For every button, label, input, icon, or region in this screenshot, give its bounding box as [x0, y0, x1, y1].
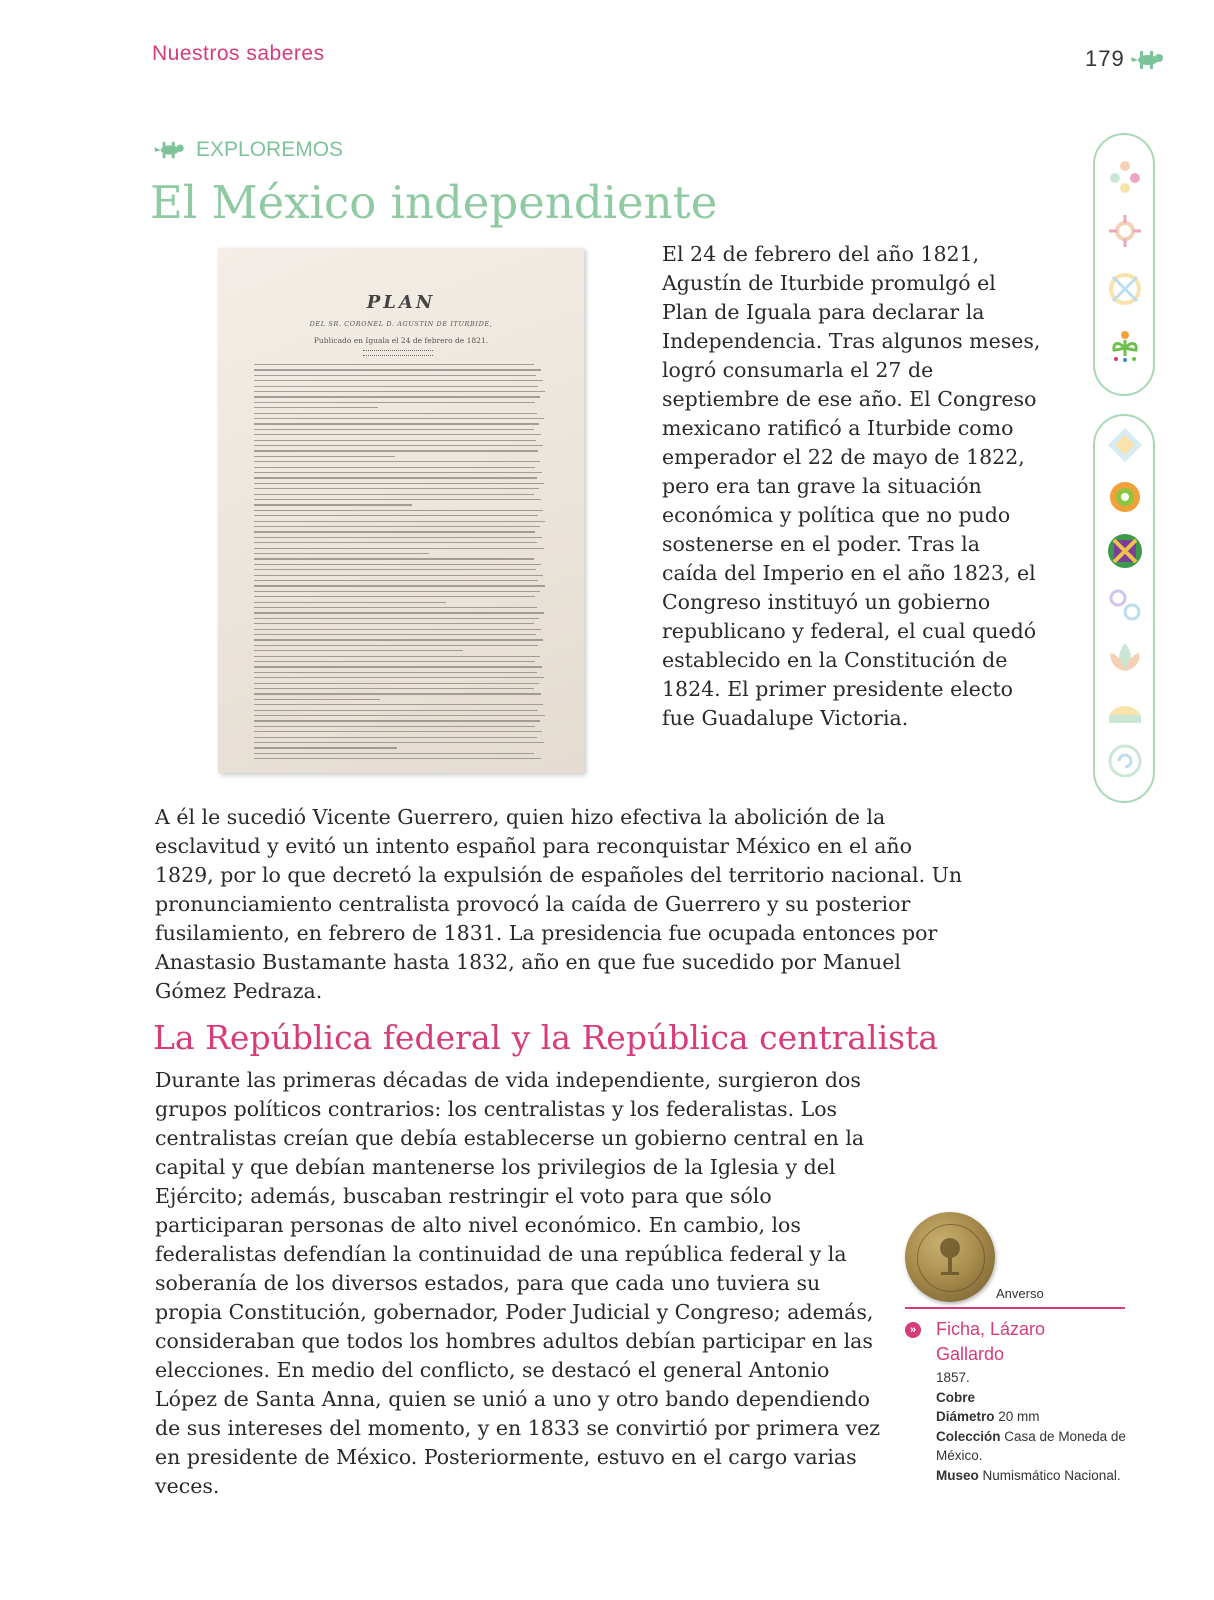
caption-collection-label: Colección — [936, 1428, 1001, 1444]
document-ornament — [363, 350, 433, 356]
document-text-line — [254, 386, 538, 387]
document-text-line — [254, 553, 429, 554]
lotus-icon[interactable] — [1104, 636, 1146, 678]
document-text-line — [254, 499, 541, 500]
document-text-line — [254, 526, 540, 527]
document-text-line — [254, 731, 542, 732]
running-header: Nuestros saberes — [152, 42, 325, 65]
document-text-line — [254, 531, 535, 532]
swirl-circle-icon[interactable] — [1104, 740, 1146, 782]
caption-year: 1857. — [936, 1370, 970, 1385]
document-text-line — [254, 575, 543, 576]
document-text-line — [254, 483, 544, 484]
document-text-line — [254, 704, 543, 705]
document-text-line — [254, 504, 412, 505]
document-text-line — [254, 375, 536, 376]
document-text-line — [254, 456, 395, 457]
document-text-line — [254, 445, 543, 446]
document-image-title: PLAN — [366, 292, 436, 313]
crossed-square-icon[interactable] — [1104, 530, 1146, 572]
document-text-line — [254, 753, 534, 754]
document-text-line — [254, 720, 540, 721]
document-text-line — [254, 440, 536, 441]
caption-title: Ficha, Lázaro Gallardo — [936, 1319, 1046, 1364]
caption-museum-label: Museo — [936, 1467, 979, 1483]
document-text-line — [254, 396, 540, 397]
document-text-line — [254, 661, 535, 662]
document-text-line — [254, 569, 536, 570]
document-text-line — [254, 639, 543, 640]
section-label — [152, 138, 343, 162]
sprout-person-icon[interactable] — [1104, 325, 1146, 367]
document-text-line — [254, 461, 540, 462]
link-figure-icon[interactable] — [1104, 584, 1146, 626]
document-text-line — [254, 402, 535, 403]
document-text-line — [254, 612, 544, 613]
body-paragraph: A él le sucedió Vicente Guerrero, quien hizo efectiva la abolición de la esclavitud y evitó un intento español para reconquistar México en el año 1829, por lo que decretó la expulsión de españoles del territorio nacional. Un pronunciamiento centralista provocó la caída de Guerrero y su posterior fusilamiento, en febrero de 1831. La presidencia fue ocupada entonces por Anastasio Bustamante hasta 1832, año en que fue sucedido por Manuel Gómez Pedraza. — [155, 805, 963, 1003]
document-text-line — [254, 580, 538, 581]
caption-details — [936, 1368, 1136, 1485]
document-text-line — [254, 607, 537, 608]
document-text-line — [254, 596, 535, 597]
document-text-line — [254, 629, 541, 630]
document-text-line — [254, 699, 380, 700]
document-text-line — [254, 677, 544, 678]
document-text-line — [254, 645, 538, 646]
document-text-line — [254, 434, 541, 435]
lizard-glyph-icon — [1130, 48, 1166, 72]
document-text-line — [254, 602, 446, 603]
document-image-line: Publicado en Iguala el 24 de febrero de 1821. — [313, 336, 489, 345]
coin-image — [905, 1212, 995, 1302]
document-text-line — [254, 369, 541, 370]
document-text-line — [254, 585, 545, 586]
document-text-line — [254, 515, 538, 516]
document-text-line — [254, 693, 541, 694]
landscape-icon[interactable] — [1104, 688, 1146, 730]
document-text-line — [254, 656, 540, 657]
document-text-line — [254, 634, 536, 635]
document-text-line — [254, 747, 397, 748]
document-text-line — [254, 413, 537, 414]
document-text-line — [254, 591, 540, 592]
document-text-line — [254, 726, 535, 727]
document-text-line — [254, 450, 538, 451]
document-text-line — [254, 542, 537, 543]
document-text-line — [254, 672, 537, 673]
document-text-line — [254, 477, 537, 478]
lizard-glyph-icon — [152, 139, 188, 161]
page-title: El México independiente — [150, 176, 718, 229]
document-text-line — [254, 494, 534, 495]
document-text-line — [254, 710, 538, 711]
document-text-line — [254, 742, 544, 743]
document-text-line — [254, 407, 378, 408]
document-text-line — [254, 391, 545, 392]
document-image-subtitle: DEL SR. CORONEL D. AGUSTIN DE ITURBIDE, — [309, 320, 493, 328]
document-text-line — [254, 364, 534, 365]
document-text-line — [254, 564, 541, 565]
document-text-line — [254, 429, 534, 430]
document-text-line — [254, 623, 534, 624]
document-text-line — [254, 537, 542, 538]
document-text-line — [254, 737, 537, 738]
document-text-line — [254, 683, 539, 684]
document-text-line — [254, 715, 545, 716]
document-text-line — [254, 510, 543, 511]
document-text-line — [254, 418, 544, 419]
caption-divider — [905, 1307, 1125, 1309]
caption-material: Cobre — [936, 1389, 976, 1405]
document-text-line — [254, 558, 534, 559]
caption-diameter-label: Diámetro — [936, 1409, 995, 1424]
caption-museum-value: Numismático Nacional. — [982, 1467, 1121, 1483]
document-text-line — [254, 423, 539, 424]
document-text-line — [254, 650, 463, 651]
tree-icon — [935, 1236, 965, 1280]
spiral-circle-icon[interactable] — [1104, 476, 1146, 518]
document-text-line — [254, 666, 542, 667]
people-circle-icon[interactable] — [1104, 268, 1146, 310]
sun-figure-icon[interactable] — [1104, 210, 1146, 252]
coin-side-label: Anverso — [996, 1286, 1044, 1301]
caption-collection-value: Casa de Moneda de México. — [936, 1428, 1126, 1463]
intro-paragraph: El 24 de febrero del año 1821, Agustín de Iturbide promulgó el Plan de Iguala para declarar la Independencia. Tras algunos meses, logró consumarla el 27 de septiembre de ese año. El Congreso mexicano ratificó a Iturbide como emperador el 22 de mayo de 1822, pero era tan grave la situación económica y política que no pudo sostenerse en el poder. Tras la caída del Imperio en el año 1823, el Congreso instituyó un gobierno republicano y federal, el cual quedó establecido en la Constitución de 1824. El primer presidente electo fue Guadalupe Victoria. — [662, 242, 1041, 730]
document-text-line — [254, 758, 541, 759]
body-paragraph-2: Durante las primeras décadas de vida independiente, surgieron dos grupos políticos contrarios: los centralistas y los federalistas. Los centralistas creían que debía establecerse un gobierno central en la capital y que debían mantenerse los privilegios de la Iglesia y del Ejército; además, buscaban restringir el voto para que sólo participaran personas de alto nivel económico. En cambio, los federalistas defendían la continuidad de una república federal y la soberanía de los diversos estados, para que cada uno tuviera su propia Constitución, gobernador, Poder Judicial y Congreso; además, consideraban que todos los hombres adultos debían participar en las elecciones. En medio del conflicto, se destacó el general Antonio López de Santa Anna, quien se unió a uno y otro bando dependiendo de sus intereses del momento, y en 1833 se convirtió por primera vez en presidente de México. Posteriormente, estuvo en el cargo varias veces. — [155, 1068, 881, 1498]
document-text-line — [254, 380, 543, 381]
petals-icon[interactable] — [1104, 155, 1146, 197]
diamond-star-icon[interactable] — [1104, 424, 1146, 466]
section-label-text: EXPLOREMOS — [196, 138, 344, 161]
document-text-line — [254, 521, 545, 522]
document-text-line — [254, 548, 544, 549]
caption-arrow-icon: » — [905, 1322, 921, 1338]
document-text-line — [254, 688, 534, 689]
document-text-line — [254, 467, 535, 468]
section-subheading: La República federal y la República centralista — [153, 1018, 939, 1057]
plan-de-iguala-document-image — [218, 248, 584, 773]
document-text-line — [254, 618, 539, 619]
caption-diameter-value: 20 mm — [998, 1409, 1040, 1424]
document-text-line — [254, 488, 539, 489]
document-text-line — [254, 472, 542, 473]
page-number: 179 — [1085, 46, 1125, 71]
